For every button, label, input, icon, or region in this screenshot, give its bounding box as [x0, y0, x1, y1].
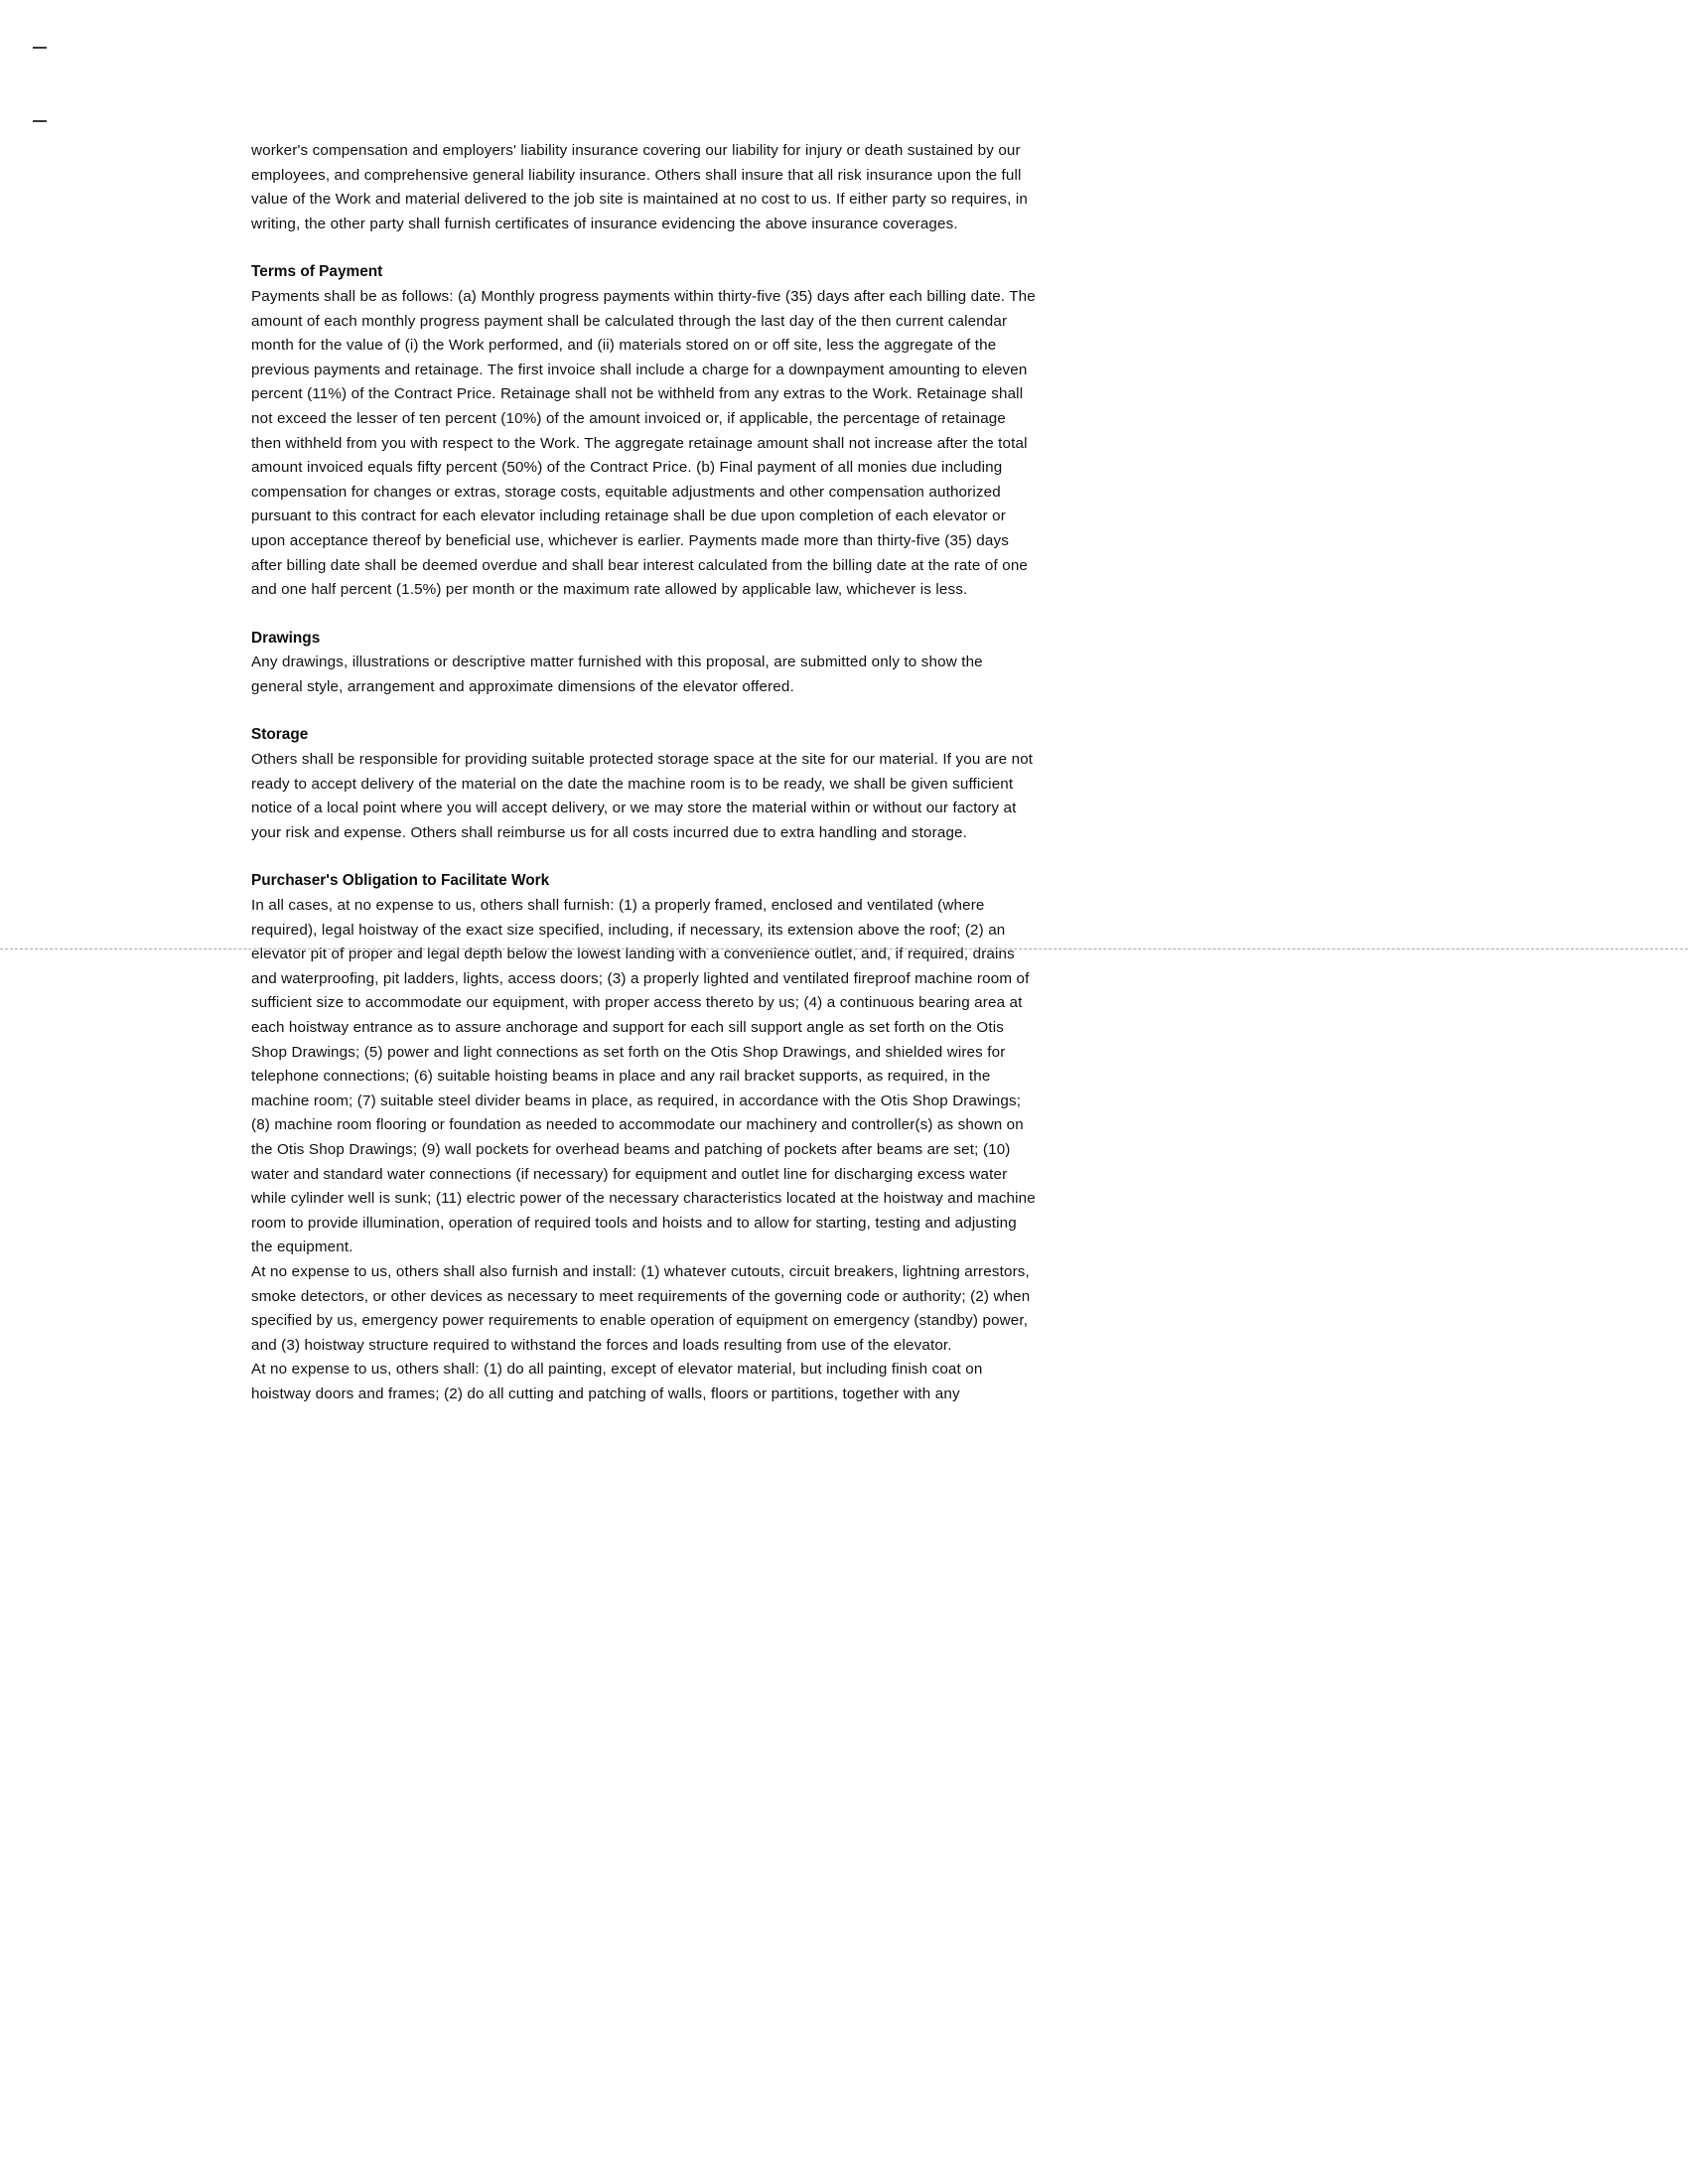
heading-storage: Storage	[251, 726, 309, 744]
scan-fold-line	[0, 948, 1688, 950]
section-insurance	[251, 139, 1036, 236]
paragraph-terms-of-payment: Payments shall be as follows: (a) Monthly progress payments within thirty-five (35) days after each billing date. The amount of each monthly progress payment shall be calculated through the last day of the then current calendar month for the value of (i) the Work performed, and (ii) materials stored on or off site, less the aggregate of the previous payments and retainage. The first invoice shall include a charge for a downpayment amounting to eleven percent (11%) of the Contract Price. Retainage shall not be withheld from any extras to the Work. Retainage shall not exceed the lesser of ten percent (10%) of the amount invoiced or, if applicable, the percentage of retainage then withheld from you with respect to the Work. The aggregate retainage amount shall not increase after the total amount invoiced equals fifty percent (50%) of the Contract Price. (b) Final payment of all monies due including compensation for changes or extras, storage costs, equitable adjustments and other compensation authorized pursuant to this contract for each elevator including retainage shall be due upon completion of each elevator or upon acceptance thereof by beneficial use, whichever is earlier. Payments made more than thirty-five (35) days after billing date shall be deemed overdue and shall bear interest calculated from the billing date at the rate of one and one half percent (1.5%) per month or the maximum rate allowed by applicable law, whichever is less.	[251, 287, 1036, 599]
paragraph-insurance: worker's compensation and employers' liability insurance covering our liability for injury or death sustained by our employees, and comprehensive general liability insurance. Others shall insure that all risk insurance upon the full value of the Work and material delivered to the job site is maintained at no cost to us. If either party so requires, in writing, the other party shall furnish certificates of insurance evidencing the above insurance coverages.	[251, 142, 1028, 232]
section-terms-of-payment	[251, 260, 1036, 602]
heading-terms-of-payment: Terms of Payment	[251, 263, 383, 281]
paragraph-obligation-2: At no expense to us, others shall also furnish and install: (1) whatever cutouts, circuit breakers, lightning arrestors, smoke detectors, or other devices as necessary to meet requirements of the governing code or authority; (2) when specified by us, emergency power requirements to enable operation of equipment on emergency (standby) power, and (3) hoistway structure required to withstand the forces and loads resulting from use of the elevator.	[251, 1262, 1031, 1354]
heading-drawings: Drawings	[251, 629, 321, 647]
spacer	[251, 236, 1036, 260]
paragraph-obligation-1: In all cases, at no expense to us, others shall furnish: (1) a properly framed, enclosed and ventilated (where required), legal hoistway of the exact size specified, including, if necessary, its extension above the roof; (2) an elevator pit of proper and legal depth below the lowest landing with a convenience outlet, and, if required, drains and waterproofing, pit ladders, lights, access doors; (3) a properly lighted and ventilated fireproof machine room of sufficient size to accommodate our equipment, with proper access thereto by us; (4) a continuous bearing area at each hoistway entrance as to assure anchorage and support for each sill support angle as set forth on the Otis Shop Drawings; (5) power and light connections as set forth on the Otis Shop Drawings, and shielded wires for telephone connections; (6) suitable hoisting beams in place and any rail bracket supports, as required, in the machine room; (7) suitable steel divider beams in place, as required, in accordance with the Otis Shop Drawings; (8) machine room flooring or foundation as needed to accommodate our machinery and controller(s) as shown on the Otis Shop Drawings; (9) wall pockets for overhead beams and patching of pockets after beams are set; (10) water and standard water connections (if necessary) for equipment and outlet line for discharging excess water while cylinder well is sunk; (11) electric power of the necessary characteristics located at the hoistway and machine room to provide illumination, operation of required tools and hoists and to allow for starting, testing and adjusting the equipment.	[251, 897, 1036, 1256]
paragraph-storage: Others shall be responsible for providing suitable protected storage space at the site for our material. If you are not ready to accept delivery of the material on the date the machine room is to be ready, we shall be given sufficient notice of a local point where you will accept delivery, or we may store the material within or without our factory at your risk and expense. Others shall reimburse us for all costs incurred due to extra handling and storage.	[251, 751, 1034, 841]
heading-purchasers-obligation: Purchaser's Obligation to Facilitate Work	[251, 872, 550, 890]
spacer	[251, 603, 1036, 627]
section-storage	[251, 723, 1036, 845]
spacer	[251, 699, 1036, 723]
scan-artifact-tick-top	[33, 47, 47, 49]
paragraph-obligation-3: At no expense to us, others shall: (1) do all painting, except of elevator material, but including finish coat on hoistway doors and frames; (2) do all cutting and patching of walls, floors or partitions, together with any	[251, 1361, 983, 1402]
scan-artifact-tick-second	[33, 120, 47, 122]
paragraph-drawings: Any drawings, illustrations or descriptive matter furnished with this proposal, are submitted only to show the general style, arrangement and approximate dimensions of the elevator offered.	[251, 654, 983, 695]
spacer	[251, 845, 1036, 869]
document-body	[251, 139, 1036, 1407]
section-drawings	[251, 627, 1036, 700]
